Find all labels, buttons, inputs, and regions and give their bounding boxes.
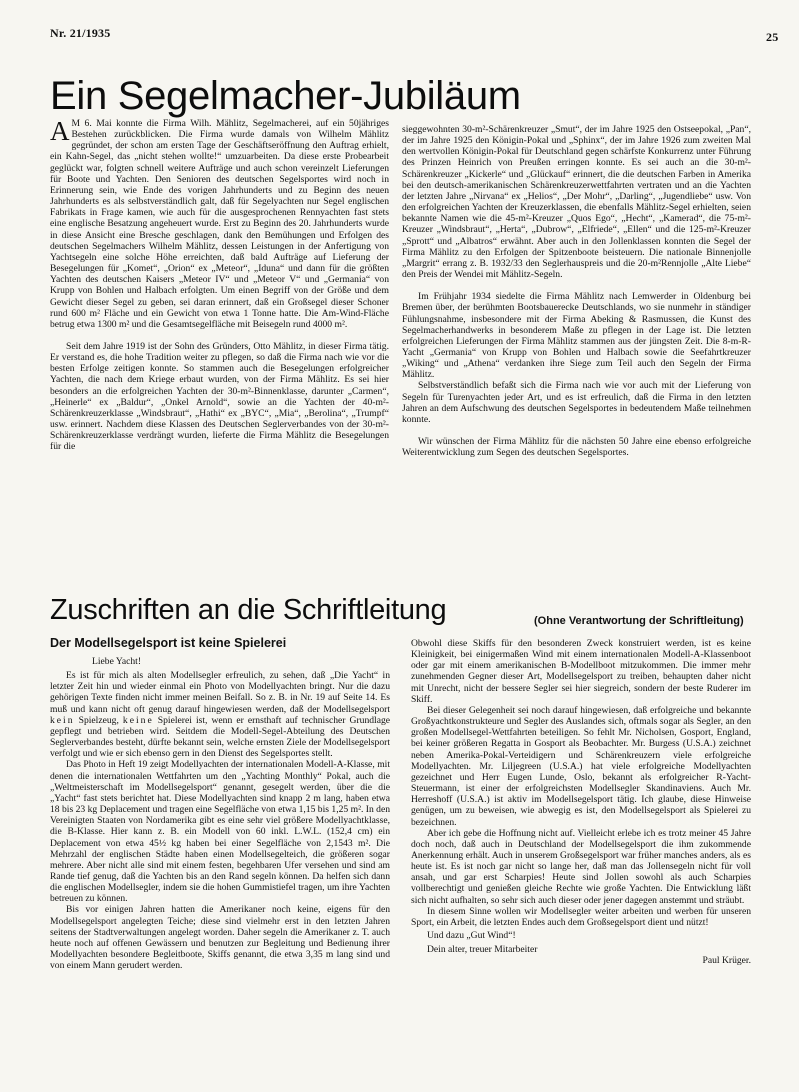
section-title-zuschriften: Zuschriften an die Schriftleitung — [50, 594, 447, 626]
letter-signature: Paul Krüger. — [702, 955, 751, 967]
article1-paragraph-1: M 6. Mai konnte die Firma Wilh. Mählitz, Segelmacherei, auf ein 50jähriges Bestehen zurückblicken. Die Firma wurde damals von Wilhelm Mählitz gegründet, der schon am ersten Tage der Geschäftseröffnung den Auftrag erhielt, ein Kahn-Segel, das „nicht stehen wollte!“ umzuarbeiten. Da diese erste Probearbeit geglückt war, folgten schnell weitere Aufträge und auch schon vereinzelt Lieferungen für Boote und Yachten. Den Senioren des deutschen Segelsportes wird noch in Erinnerung sein, wie Ende des vorigen Jahrhunderts und zu Beginn des neuen Jahrhunderts es als selbstverständlich galt, daß für Segelyachten nur Segel englischen Fabrikats in Frage kamen, wie auch für die ausgesprochenen Rennyachten fast stets eine englische Besatzung angeheuert wurde. Erst zu Beginn des 20. Jahrhunderts wurde in diese Ansicht eine Bresche geschlagen, dank den Bemühungen und Erfolgen des deutschen Segelmachers Wilhelm Mählitz, dessen Leistungen in der Anfertigung von Yachtsegeln eine solche Höhe erreichten, daß bald Aufträge auf Lieferung der Besegelungen für „Komet“, „Orion“ ex „Meteor“, „Iduna“ und dann für die größten Yachten des deutschen Kaisers „Meteor IV“ und „Meteor V“ und „Germania“ von Krupp von Bohlen und Halbach erfolgten. Um einen Begriff von der Größe und dem Gewicht dieser Segel zu geben, sei daran erinnert, daß ein Großsegel dieser Schoner rund 600 m² Fläche und ein Gewicht von etwa 1 Tonne hatte. Die Am-Wind-Fläche betrug etwa 1300 m² und die Gesamtsegelfläche mit Beisegeln rund 4000 m². — [50, 118, 389, 330]
article1-left-column — [50, 118, 389, 453]
article1-paragraph-6: Wir wünschen der Firma Mählitz für die nächsten 50 Jahre eine ebenso erfolgreiche Weiterentwicklung zum Segen des deutschen Segelsportes. — [402, 436, 751, 459]
article1-right-column — [402, 124, 751, 458]
letter-paragraph-6: Aber ich gebe die Hoffnung nicht auf. Vielleicht erlebe ich es trotz meiner 45 Jahre doch noch, daß auch in Deutschland der Modellsegelsport die ihm zukommende Anerkennung erhält. Auch in unserem Großsegelsport war früher manches anders, als es heute ist. Es ist noch gar nicht so lange her, daß man das Jollensegeln nicht für voll ansah, und gar erst Scharpies! Heute sind Jollen sowohl als auch Scharpies vollberechtigt und genießen gleiche Rechte wie große Yachten. Die Entwicklung läßt sich nicht aufhalten, so sehr sich auch dieser oder jener dagegen anstemmt und sträubt. — [411, 827, 751, 906]
letter-paragraph-7: In diesem Sinne wollen wir Modellsegler weiter arbeiten und werben für unseren Sport, ein Arbeit, die letzten Endes auch dem Großsegelsport dient und nützt! — [411, 905, 751, 928]
letter-paragraph-1-part-a: Es ist für mich als alten Modellsegler erfreulich, zu sehen, daß „Die Yacht“ in letzter Zeit hin und wieder einmal ein Photo von Modellyachten bringt. Nur die dazu gehörigen Texte finden nicht immer meinen Beifall. So z. B. in Nr. 19 auf Seite 14. Es muß und kann nicht oft genug darauf hingewiesen werden, daß der Modellsegelsport — [50, 670, 390, 715]
article2-left-column — [50, 656, 390, 971]
article-title-segelmacher: Ein Segelmacher-Jubiläum — [50, 74, 521, 118]
emphasis-kein: kein — [50, 714, 75, 726]
article1-paragraph-2: Seit dem Jahre 1919 ist der Sohn des Gründers, Otto Mählitz, in dieser Firma tätig. Er verstand es, die hohe Tradition weiter zu pflegen, so daß die Firma nach wie vor die besten Erfolge zeitigen konnte. So stammen auch die Besegelungen erfolgreicher Yachten, die nach dem Kriege erbaut wurden, von der Firma Mählitz. Es sei hier besonders an die erfolgreichen Yachten der 30-m²-Binnenklasse, darunter „Carmen“, „Heinerle“ ex „Baldur“, „Onkel Arnold“, sowie an die Yachten der 40-m²-Schärenkreuzerklasse „Windsbraut“, „Hathi“ ex „BYC“, „Mia“, „Berolina“, „Trumpf“ usw. erinnert. Nachdem diese Klassen des Deutschen Seglerverbandes von der 30-m²-Schärenkreuzerklasse verdrängt wurden, lieferte die Firma Mählitz die Besegelungen für die — [50, 340, 389, 453]
letter-closing: Und dazu „Gut Wind“! — [427, 930, 516, 942]
letter-paragraph-5: Bei dieser Gelegenheit sei noch darauf hingewiesen, daß erfolgreiche und bekannte Großyachtkonstrukteure und Segler des Auslandes sich, oftmals sogar als Segler, an den großen Modellsegel-Wettfahrten beteiligen. So fehlt Mr. Nicholsen, Gosport, England, bei keiner größeren Regatta in Gosport als Beobachter. Mr. Burgess (U.S.A.) zeichnet neben Amerika-Pokal-Verteidigern und Schärenkreuzern viele erfolgreiche Modellyachten. Mr. Liljegreen (U.S.A.) hat viele erfolgreiche Modellyachten gezeichnet und Herr Eugen Lunde, Oslo, bekannt als erfolgreicher R-Yacht-Steuermann, ist einer der erfolgreichsten Modellsegler Skandinaviens. Auch Mr. Herreshoff (U.S.A.) ist aktiv im Modellsegelsport tätig. Ich glaube, diese Hinweise genügen, um zu beweisen, wie abwegig es ist, den Modellsegelsport als Spielerei zu bezeichnen. — [411, 704, 751, 828]
article2-right-column — [411, 638, 751, 967]
drop-cap: A — [50, 116, 70, 146]
letter-paragraph-3: Bis vor einigen Jahren hatten die Amerikaner noch keine, eigens für den Modellsegelsport angelegten Teiche; diese sind vielmehr erst in den letzten Jahren seitens der Stadtverwaltungen angelegt worden. Daher segeln die Amerikaner z. T. auch heute noch auf offenen Gewässern und benutzen zur Begleitung und Bedienung ihrer Modellyachten besondere Begleitboote, Skiffs genannt, die etwa 3,35 m lang sind und von einem Mann gerudert werden. — [50, 904, 390, 972]
letter-paragraph-4: Obwohl diese Skiffs für den besonderen Zweck konstruiert werden, ist es keine Kleinigkeit, bei einigermaßen Wind mit einem internationalen Modell-A-Klassenboot oder gar mit einem amerikanischen B-Modellboot mitzukommen. Die immer mehr zunehmenden Gegner dieser Art, Modellsegelsport zu treiben, behaupten daher nicht mit Unrecht, nicht der bessere Segler sei hier siegreich, sondern der beste Ruderer im Skiff. — [411, 638, 751, 705]
letter-subtitle: Der Modellsegelsport ist keine Spielerei — [50, 636, 287, 650]
letter-closing-2: Dein alter, treuer Mitarbeiter — [427, 944, 538, 956]
letter-greeting: Liebe Yacht! — [92, 656, 142, 667]
emphasis-keine: keine — [122, 714, 154, 726]
disclaimer-note: (Ohne Verantwortung der Schriftleitung) — [534, 615, 744, 627]
letter-paragraph-1-part-b: Spielzeug, — [78, 714, 119, 726]
issue-number: Nr. 21/1935 — [50, 26, 111, 40]
article1-paragraph-4: Im Frühjahr 1934 siedelte die Firma Mählitz nach Lemwerder in Oldenburg bei Bremen über, der berühmten Bootsbauerecke Deutschlands, wo sie nunmehr in ständiger Fühlungsnahme, insbesondere mit der Firma Abeking & Rasmussen, die Kunst des Segelmacherhandwerks in besonderem Maße zu pflegen in der Lage ist. Die letzten erfolgreichen Lieferungen der Firma Mählitz stammen aus der jüngsten Zeit. Die 8-m-R-Yacht „Germania“ von Krupp von Bohlen und Halbach sowie die Seefahrtkreuzer „Wiking“ und „Athena“ verdanken ihre Siege zum Teil auch den Segeln der Firma Mählitz. — [402, 291, 751, 381]
letter-paragraph-1-part-c: Spielerei ist, wenn er ernsthaft auf technischer Grundlage gepflegt und betrieben wird. Seitdem die Modell-Segel-Abteilung des Deutschen Seglerverbandes besteht, dürfte bekannt sein, welche ernsten Ziele der Modellsegelsport verfolgt und wie er sich ebenso gern in den Dienst des Segelsportes stellt. — [50, 714, 391, 760]
letter-paragraph-1 — [50, 670, 390, 759]
article1-paragraph-3: sieggewohnten 30-m²-Schärenkreuzer „Smut“, der im Jahre 1925 den Ostseepokal, „Pan“, der im Jahre 1925 den Königin-Pokal und „Sphinx“, der im Jahre 1926 zum zweiten Mal den wertvollen Königin-Pokal für Deutschland gegen schärfste Konkurrenz unter Führung des Prinzen Heinrich von Preußen erringen konnte. Es sei auch an die 30-m²-Schärenkreuzer „Kickerle“ und „Glückauf“ erinnert, die die deutschen Farben in Amerika bei den deutsch-amerikanischen Schärenkreuzerwettfahrten vertraten und an die Yachten der letzten Jahre „Nirvana“ ex „Helios“, „Der Mohr“, „Darling“, „Jugendliebe“ usw. Von den erfolgreichen Yachten der Kreuzerklassen, die ebenfalls Mählitz-Segel erhielten, seien bekannte Namen wie die 45-m²-Kreuzer „Quos Ego“, „Hecht“, „Kamerad“, die 75-m²-Kreuzer „Windsbraut“, „Herta“, „Dubrow“, „Elfriede“, „Ellen“ und die 125-m²-Kreuzer „Sprott“ und „Albatros“ erwähnt. Aber auch in den Jollenklassen konnten die Segel der Firma Mählitz zu den Erfolgen der Spitzenboote beisteuern. Die nationale Binnenjolle „Margrit“ errang z. B. 1932/33 den Seglerhauspreis und die 20-m²Rennjolle „Alte Liebe“ den Preis der Wendei mit Mählitz-Segeln. — [402, 124, 751, 281]
article1-paragraph-5: Selbstverständlich befaßt sich die Firma nach wie vor auch mit der Lieferung von Segeln für Turenyachten jeder Art, und es ist erfreulich, daß die Firma in den letzten Jahren an dem Aufschwung des deutschen Segelsportes in bedeutendem Maße teilnehmen konnte. — [402, 380, 751, 425]
page-number: 25 — [766, 30, 779, 44]
letter-paragraph-2: Das Photo in Heft 19 zeigt Modellyachten der internationalen Modell-A-Klasse, mit denen die internationalen Wettfahrten um den „Yachting Monthly“ Pokal, auch die „Weltmeisterschaft im Modellsegelsport“ genannt, gesegelt werden, über die die „Yacht“ fast stets berichtet hat. Diese Modellyachten sind knapp 2 m lang, haben etwa 18 bis 23 kg Deplacement und tragen eine Segelfläche von etwa 1,15 bis 1,25 m². In den Vereinigten Staaten von Nordamerika gibt es eine sehr viel größere Modellyachtklasse, die B-Klasse. Hier kann z. B. ein Modell von 60 inkl. L.W.L. (152,4 cm) ein Deplacement von etwa 45½ kg haben bei einer Segelfläche von 2,1543 m². Die Mehrzahl der englischen Städte haben einen Modellsegelteich, die größeren sogar mehrere. Aber nicht alle sind mit einem festen, begehbaren Ufer versehen und sind am Rande tief genug, daß die Yachten bis an den Rand segeln können. Da helfen sich dann die englischen Modellsegler, indem sie die hohen Gummistiefel tragen, um ihre Yachten betreuen zu können. — [50, 759, 390, 905]
